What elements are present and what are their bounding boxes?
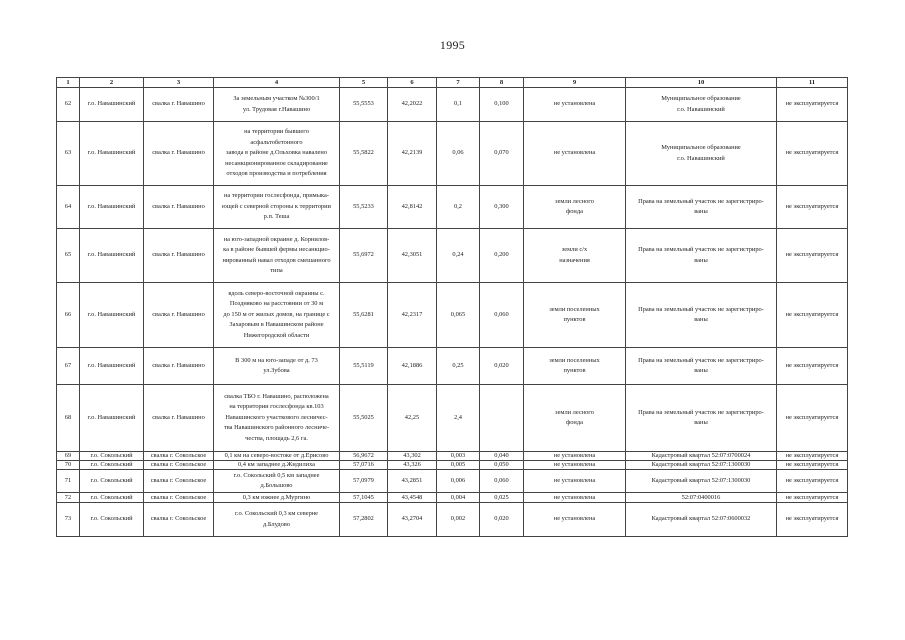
cell-line: не установлена [553,149,596,157]
cell-line: не установлена [553,476,596,484]
latitude-cell: 57,1045 [340,493,388,503]
longitude-cell: 43,2851 [388,470,437,493]
column-header: 8 [480,78,524,88]
latitude-cell: 55,5553 [340,88,388,122]
cell-line: на юго-западной окраине д. Корнилов- [223,235,330,243]
longitude-cell: 42,1886 [388,348,437,385]
table-body [57,88,848,537]
cell-line: фонда [566,208,583,215]
cell-line: на территории гослесфонда, примыка- [224,192,329,200]
column-header: 11 [777,78,848,88]
cell-line: Права на земельный участок не зарегистриро- [638,246,764,253]
table-row [57,186,848,229]
cell-line: Навашинского участкового лесничес- [225,413,328,421]
cell-line: 52:07:0400016 [681,493,721,501]
column-header: 3 [144,78,214,88]
latitude-cell: 55,5025 [340,385,388,452]
cell-line: Кадастровый квартал 52:07:1300030 [651,476,751,484]
column-header: 10 [626,78,777,88]
status-cell: не эксплуатируется [777,122,848,186]
owner-cell [626,186,777,229]
status-cell: не эксплуатируется [777,283,848,348]
cell-line: За земельным участком №300/1 [233,95,320,102]
cell-line: вдоль северо-восточной окраины с. [228,289,325,297]
cell-line: Кадастровый квартал 52:07:1300030 [651,461,751,469]
cell-line: Захаровым в Навашинском районе [229,321,324,329]
district-cell: г.о. Навашинский [80,88,144,122]
status-cell: не эксплуатируется [777,452,848,461]
status-cell: не эксплуатируется [777,88,848,122]
status-cell: не эксплуатируется [777,348,848,385]
dump-name-cell: свалка г. Сокольское [144,493,214,503]
location-cell [214,186,340,229]
cell-line: Нижегородской области [243,331,310,339]
land-category-cell [524,470,626,493]
latitude-cell: 57,0979 [340,470,388,493]
cell-line: ющей с северной стороны к территории [222,202,331,210]
row-number-cell: 68 [57,385,80,452]
volume-cell: 0,020 [480,503,524,537]
land-category-cell [524,493,626,503]
area-cell: 0,004 [437,493,480,503]
cell-line: р.п. Теша [263,213,290,221]
owner-cell [626,283,777,348]
cell-line: земли лесного [555,408,594,416]
owner-cell [626,503,777,537]
cell-line: ваны [694,256,708,264]
district-cell: г.о. Сокольский [80,503,144,537]
cell-line: Права на земельный участок не зарегистриро- [638,305,764,313]
district-cell: г.о. Навашинский [80,348,144,385]
area-cell: 0,005 [437,461,480,470]
table-row [57,461,848,470]
volume-cell: 0,100 [480,88,524,122]
row-number-cell: 69 [57,452,80,461]
longitude-cell: 42,2022 [388,88,437,122]
district-cell: г.о. Навашинский [80,186,144,229]
cell-line: 0,1 км на северо-востоке от д.Ерисово [224,452,329,460]
owner-cell [626,452,777,461]
district-cell: г.о. Сокольский [80,452,144,461]
cell-line: Права на земельный участок не зарегистриро- [638,356,764,364]
cell-line: тва Навашинского районного лесниче- [223,424,330,432]
area-cell: 0,25 [437,348,480,385]
row-number-cell: 65 [57,229,80,283]
cell-line: Права на земельный участок не зарегистриро- [638,408,764,416]
dump-name-cell: свалка г. Сокольское [144,470,214,493]
cell-line: ул.Зубова [263,367,290,374]
page-number: 1995 [439,38,466,52]
status-cell: не эксплуатируется [777,186,848,229]
land-category-cell [524,229,626,283]
status-cell: не эксплуатируется [777,503,848,537]
owner-cell [626,470,777,493]
location-cell [214,385,340,452]
latitude-cell: 57,2802 [340,503,388,537]
dump-name-cell: свалка г. Навашино [144,122,214,186]
cell-line: Муниципальное образование [661,144,741,151]
row-number-cell: 66 [57,283,80,348]
latitude-cell: 55,5119 [340,348,388,385]
location-cell [214,493,340,503]
location-cell [214,470,340,493]
cell-line: не установлена [553,515,596,523]
land-category-cell [524,348,626,385]
registry-table [56,77,848,537]
latitude-cell: 55,6972 [340,229,388,283]
row-number-cell: 64 [57,186,80,229]
cell-line: г.о. Сокольский 0,3 км северне [234,510,319,517]
latitude-cell: 57,0716 [340,461,388,470]
column-header: 9 [524,78,626,88]
district-cell: г.о. Сокольский [80,470,144,493]
cell-line: Права на земельный участок не зарегистриро- [638,197,764,205]
location-cell [214,283,340,348]
dump-name-cell: свалка г. Навашино [144,88,214,122]
cell-line: ваны [694,367,708,374]
cell-line: не установлена [553,461,596,469]
cell-line: нированный навал отходов смешанного [222,256,331,264]
longitude-cell: 43,2704 [388,503,437,537]
volume-cell [480,385,524,452]
status-cell: не эксплуатируется [777,461,848,470]
longitude-cell: 42,2139 [388,122,437,186]
cell-line: ваны [694,208,708,215]
cell-line: 0,3 км южнее д.Мургино [242,493,311,501]
land-category-cell [524,503,626,537]
cell-line: отходов производства и потребления [226,170,327,178]
location-cell [214,461,340,470]
row-number-cell: 67 [57,348,80,385]
area-cell: 2,4 [437,385,480,452]
cell-line: завода в районе д.Ольховка навалено [225,149,328,157]
row-number-cell: 62 [57,88,80,122]
status-cell: не эксплуатируется [777,385,848,452]
cell-line: пунктов [563,367,586,374]
table-row [57,122,848,186]
volume-cell: 0,060 [480,470,524,493]
volume-cell: 0,200 [480,229,524,283]
latitude-cell: 55,5233 [340,186,388,229]
district-cell: г.о. Навашинский [80,283,144,348]
table-row [57,470,848,493]
volume-cell: 0,300 [480,186,524,229]
land-category-cell [524,122,626,186]
column-header: 1 [57,78,80,88]
volume-cell: 0,020 [480,348,524,385]
longitude-cell: 42,25 [388,385,437,452]
row-number-cell: 73 [57,503,80,537]
dump-name-cell: свалка г. Навашино [144,186,214,229]
owner-cell [626,348,777,385]
cell-line: д.Большово [260,482,293,489]
row-number-cell: 71 [57,470,80,493]
district-cell: г.о. Сокольский [80,493,144,503]
dump-name-cell: свалка г. Навашино [144,283,214,348]
cell-line: асфальтобетонного [250,138,303,146]
column-header: 5 [340,78,388,88]
table-row [57,229,848,283]
district-cell: г.о. Сокольский [80,461,144,470]
table-row [57,503,848,537]
owner-cell [626,385,777,452]
dump-name-cell: свалка г. Сокольское [144,461,214,470]
dump-name-cell: свалка г. Сокольское [144,452,214,461]
owner-cell [626,122,777,186]
cell-line: г.о. Навашинский [677,154,725,162]
column-header: 7 [437,78,480,88]
cell-line: г.о. Навашинский [677,105,725,113]
dump-name-cell: свалка г. Навашино [144,385,214,452]
cell-line: ул. Трудовая г.Навашино [242,105,311,113]
area-cell: 0,06 [437,122,480,186]
volume-cell: 0,025 [480,493,524,503]
column-header: 2 [80,78,144,88]
location-cell [214,229,340,283]
status-cell: не эксплуатируется [777,493,848,503]
header-row [57,78,848,88]
cell-line: Муниципальное образование [661,95,741,102]
district-cell: г.о. Навашинский [80,122,144,186]
area-cell: 0,002 [437,503,480,537]
table-row [57,283,848,348]
location-cell [214,503,340,537]
cell-line: на территории гослесфонда кв.103 [229,403,324,411]
area-cell: 0,006 [437,470,480,493]
volume-cell: 0,050 [480,461,524,470]
land-category-cell [524,385,626,452]
cell-line: д.Блудово [262,520,291,528]
land-category-cell [524,186,626,229]
volume-cell: 0,070 [480,122,524,186]
longitude-cell: 43,4548 [388,493,437,503]
row-number-cell: 72 [57,493,80,503]
owner-cell [626,229,777,283]
cell-line: назначения [559,256,590,264]
cell-line: до 150 м от жилых домов, на границе с [223,310,330,318]
area-cell: 0,24 [437,229,480,283]
dump-name-cell: свалка г. Навашино [144,348,214,385]
volume-cell: 0,040 [480,452,524,461]
cell-line: не установлена [553,100,596,108]
longitude-cell: 43,326 [388,461,437,470]
cell-line: земли лесного [555,197,594,205]
longitude-cell: 43,302 [388,452,437,461]
cell-line: Кадастровый квартал 52:07:0600032 [651,515,751,523]
owner-cell [626,493,777,503]
area-cell: 0,003 [437,452,480,461]
cell-line: ваны [694,419,708,426]
location-cell [214,122,340,186]
cell-line: земли с/х [561,246,588,253]
location-cell [214,348,340,385]
row-number-cell: 63 [57,122,80,186]
cell-line: ваны [694,316,708,323]
cell-line: не установлена [553,493,596,501]
cell-line: ка в районе бывшей фермы несанкцио- [223,246,330,253]
row-number-cell: 70 [57,461,80,470]
cell-line: Поздняково на расстоянии от 30 м [229,300,324,308]
table-row [57,385,848,452]
area-cell: 0,065 [437,283,480,348]
dump-name-cell: свалка г. Сокольское [144,503,214,537]
table-row [57,348,848,385]
cell-line: земли поселенных [549,305,600,313]
area-cell: 0,2 [437,186,480,229]
location-cell [214,88,340,122]
cell-line: В 300 м на юго-западе от д. 73 [235,356,318,364]
cell-line: свалка ТБО г. Навашино, расположена [224,392,329,400]
land-category-cell [524,283,626,348]
longitude-cell: 42,8142 [388,186,437,229]
cell-line: типа [270,267,283,274]
cell-line: 0,4 км западнее д.Жидилиха [237,461,316,469]
cell-line: на территории бывшего [244,128,309,136]
district-cell: г.о. Навашинский [80,229,144,283]
land-category-cell [524,461,626,470]
cell-line: несанкционированное складирование [225,159,328,167]
area-cell: 0,1 [437,88,480,122]
dump-name-cell: свалка г. Навашино [144,229,214,283]
latitude-cell: 55,5822 [340,122,388,186]
location-cell [214,452,340,461]
cell-line: фонда [566,419,583,426]
land-category-cell [524,452,626,461]
cell-line: г.о. Сокольский 0,5 км западнее [233,471,320,479]
volume-cell: 0,060 [480,283,524,348]
table-row [57,88,848,122]
longitude-cell: 42,2317 [388,283,437,348]
column-header: 4 [214,78,340,88]
cell-line: земли поселенных [549,356,600,364]
owner-cell [626,88,777,122]
cell-line: Кадастровый квартал 52:07:0700024 [651,452,751,460]
cell-line: не установлена [553,452,596,460]
owner-cell [626,461,777,470]
district-cell: г.о. Навашинский [80,385,144,452]
table-row [57,493,848,503]
latitude-cell: 55,6281 [340,283,388,348]
latitude-cell: 56,9672 [340,452,388,461]
table-row [57,452,848,461]
land-category-cell [524,88,626,122]
cell-line: пунктов [563,316,586,323]
cell-line: чества, площадь 2,6 га. [245,434,308,442]
column-header: 6 [388,78,437,88]
status-cell: не эксплуатируется [777,470,848,493]
longitude-cell: 42,3051 [388,229,437,283]
status-cell: не эксплуатируется [777,229,848,283]
